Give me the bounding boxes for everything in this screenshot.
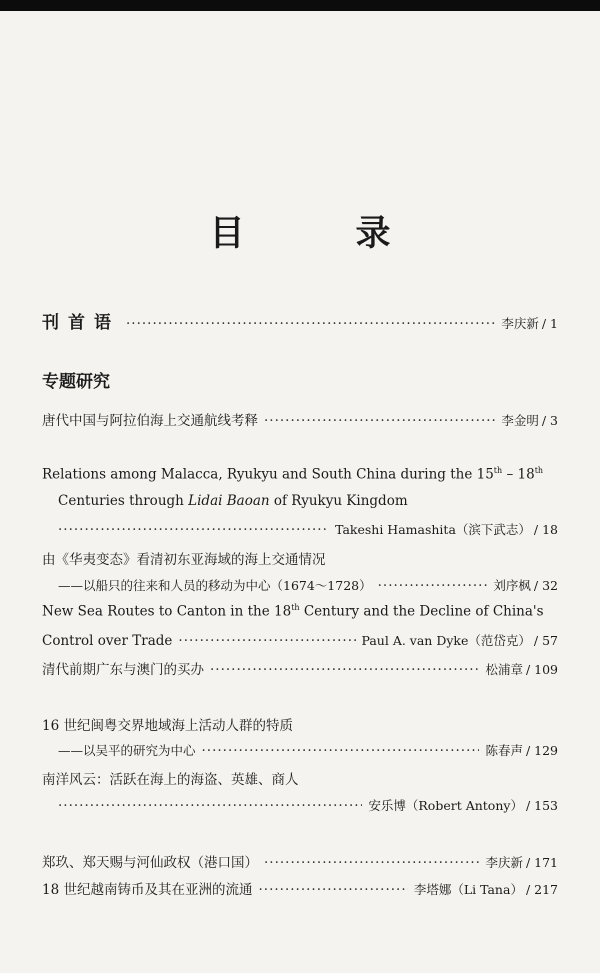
entry-title-line: Centuries through Lidai Baoan of Ryukyu Kingdom (58, 493, 408, 509)
toc-entry-foreword[interactable] (42, 308, 558, 333)
page-number: / 32 (533, 578, 558, 593)
toc-entry[interactable] (58, 576, 558, 594)
page-number: / 57 (533, 633, 558, 648)
dot-leader (58, 798, 362, 814)
dot-leader (210, 662, 479, 678)
entry-title-line[interactable]: Relations among Malacca, Ryukyu and South China during the 15th – 18th (42, 466, 544, 483)
entry-author: 李金明 / 3 (501, 413, 558, 428)
entry-author: 安乐博（Robert Antony） / 153 (368, 798, 558, 813)
entry-subtitle: ——以吴平的研究为中心 (58, 743, 196, 758)
dot-leader (126, 316, 495, 332)
toc-entry[interactable] (42, 409, 558, 429)
page-number: / 153 (525, 798, 558, 813)
entry-title: 郑玖、郑天赐与河仙政权（港口国） (42, 855, 258, 871)
page-number: / 1 (541, 316, 558, 331)
toc-entry-author-line[interactable] (58, 520, 558, 538)
entry-author: 李庆新 / 171 (485, 855, 558, 870)
entry-author: 李庆新 / 1 (501, 316, 558, 331)
page-number: / 18 (533, 522, 558, 537)
dot-leader (264, 413, 495, 429)
entry-title: Control over Trade (42, 633, 173, 649)
toc-entry[interactable] (58, 741, 558, 759)
entry-title[interactable]: 16 世纪闽粤交界地域海上活动人群的特质 (42, 718, 293, 734)
entry-title-line[interactable]: New Sea Routes to Canton in the 18th Century and the Decline of China's (42, 603, 544, 620)
entry-author: 李塔娜（Li Tana） / 217 (413, 882, 558, 897)
page-number: / 129 (525, 743, 558, 758)
entry-title: 清代前期广东与澳门的买办 (42, 662, 204, 678)
dot-leader (264, 855, 479, 871)
scan-top-border (0, 0, 600, 11)
section-heading: 专题研究 (42, 372, 110, 392)
dot-leader (178, 633, 355, 649)
dot-leader (378, 578, 488, 594)
dot-leader (202, 743, 480, 759)
toc-entry-author-line[interactable] (58, 796, 558, 814)
entry-title[interactable]: 由《华夷变态》看清初东亚海域的海上交通情况 (42, 552, 326, 568)
page-number: / 109 (525, 662, 558, 677)
toc-entry[interactable] (42, 878, 558, 898)
entry-subtitle: ——以船只的往来和人员的移动为中心（1674～1728） (58, 578, 372, 593)
entry-author: Paul A. van Dyke（范岱克） / 57 (361, 633, 558, 648)
page-number: / 171 (525, 855, 558, 870)
entry-title[interactable]: 南洋风云：活跃在海上的海盗、英雄、商人 (42, 772, 299, 788)
entry-title: 18 世纪越南铸币及其在亚洲的流通 (42, 882, 253, 898)
dot-leader (58, 522, 329, 538)
toc-entry[interactable] (42, 631, 558, 649)
entry-author: 松浦章 / 109 (485, 662, 558, 677)
entry-author: 刘序枫 / 32 (493, 578, 558, 593)
dot-leader (258, 882, 407, 898)
entry-title: 唐代中国与阿拉伯海上交通航线考释 (42, 413, 258, 429)
toc-entry[interactable] (42, 851, 558, 871)
entry-author: Takeshi Hamashita（滨下武志） / 18 (335, 522, 558, 537)
page-number: / 217 (525, 882, 558, 897)
toc-entry[interactable] (42, 658, 558, 678)
entry-author: 陈春声 / 129 (485, 743, 558, 758)
page-title: 目 录 (209, 213, 429, 254)
page-number: / 3 (541, 413, 558, 428)
entry-title: 刊首语 (42, 313, 120, 333)
